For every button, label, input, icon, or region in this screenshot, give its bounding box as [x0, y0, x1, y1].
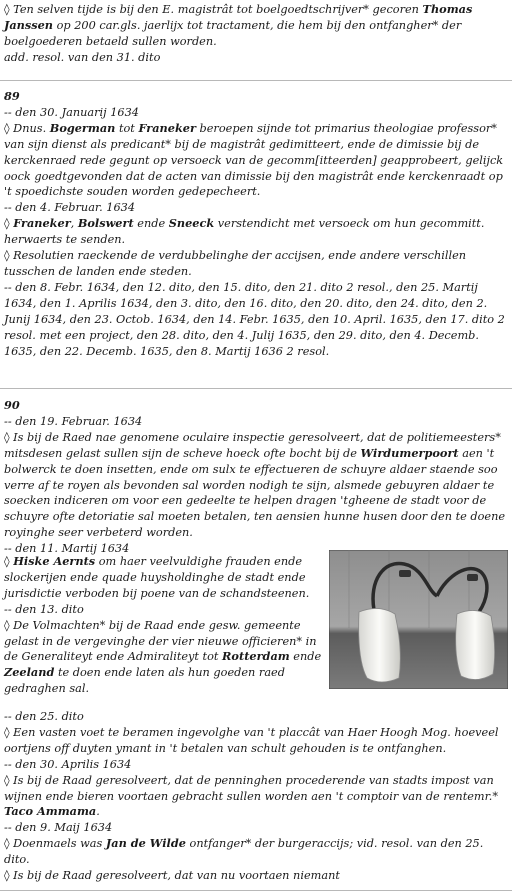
paragraph	[4, 430, 508, 541]
text: ◊ De Volmachten* bij de Raad ende gesw. gemeente gelast in de vergevinghe der vier nieuwe officieren* in de Generaliteyt ende Admiraliteyt tot	[4, 618, 317, 664]
text: aen 't bolwerck te doen insetten, ende om sulx te effectueren de schuyre aldaer staende soo verre af te royen als bevonden sal worden nodigh te sijn, alsmede gebuyren aldaer te soecken indiceren om voor een gedeelte te helpen dragen 'tgheene de stadt voor de schuyre ofte detoriatie sal moeten betalen, ten aensien hunne husen door den te doene royinghe seer verbeterd worden.	[4, 446, 506, 540]
text: ,	[70, 217, 78, 231]
place-name: Franeker	[13, 216, 71, 231]
date-line: -- den 9. Maij 1634	[4, 821, 113, 835]
paragraph	[4, 121, 508, 201]
entry-90	[4, 398, 508, 557]
person-name: Thomas Janssen	[4, 2, 473, 32]
text: tot	[115, 121, 139, 135]
date-line: -- den 30. Aprilis 1634	[4, 757, 132, 771]
text: ende	[133, 217, 169, 231]
person-name: Taco Ammama	[4, 804, 97, 819]
paragraph	[4, 836, 508, 868]
date-line: -- den 19. Februar. 1634	[4, 414, 143, 428]
person-name: Jan de Wilde	[105, 836, 186, 851]
paragraph: ◊ Resolutien raeckende de verdubbelinghe der accijsen, ende andere verschillen tusschen de landen ende steden.	[4, 249, 467, 278]
text: beroepen sijnde tot primarius theologiae professor* van sijn dienst als predicant* bij de magistrât gedimitteert, ende de dimissie bij de kerckenraed rede gegunt op versoeck van de gecomm[itteerden] geapprobeert, gelijck oock goedtgevonden dat de acten van dimissie bij den magistrât ende kerckenraadt op 't spoedichste souden worden gedepecheert.	[4, 121, 504, 199]
text: ◊ Doenmaels was	[4, 837, 106, 851]
text: .	[96, 805, 100, 819]
person-name: Bogerman	[49, 120, 116, 135]
date-line: -- den 25. dito	[4, 710, 84, 723]
place-name: Sneeck	[168, 216, 215, 231]
entry-90-wrapped	[4, 554, 322, 697]
date-list: -- den 8. Febr. 1634, den 12. dito, den 15. dito, den 21. dito 2 resol., den 25. Martij 1634, den 1. Aprilis 1634, den 3. dito, den 16. dito, den 20. dito, den 24. dito, den 2. Junij 1634, den 23. Octob. 1634, den 14. Febr. 1635, den 10. April. 1635, den 17. dito 2 resol. met een project, den 28. dito, den 4. Julij 1635, den 29. dito, den 4. Decemb. 1635, den 22. Decemb. 1635, den 8. Martij 1636 2 resol.	[4, 280, 505, 358]
paragraph: ◊ Franeker, Bolswert ende Sneeck verstendicht met versoeck om hun gecommitt. herwaerts te senden.	[4, 216, 485, 247]
intro-entry	[4, 2, 508, 66]
place-name: Zeeland	[4, 665, 55, 680]
entry-90-continued	[4, 709, 508, 884]
paragraph	[4, 773, 508, 821]
divider	[0, 80, 512, 81]
place-name: Bolswert	[77, 216, 134, 231]
resolution-note: add. resol. van den 31. dito	[4, 50, 161, 64]
entry-number: 90	[4, 398, 20, 412]
text: ◊ Dnus.	[4, 121, 50, 135]
text: verstendicht met versoeck om hun gecommitt. herwaerts te senden.	[4, 217, 485, 247]
paragraph	[4, 554, 322, 602]
paragraph: ◊ Een vasten voet te beramen ingevolghe van 't placcât van Haer Hoogh Mog. hoeveel oortjens off duyten ymant in 't betalen van schult gehouden is te ontfanghen.	[4, 725, 499, 755]
person-name: Hiske Aernts	[13, 554, 96, 568]
text: ◊	[4, 555, 14, 568]
entry-number: 89	[4, 89, 20, 103]
date-line: -- den 30. Januarij 1634	[4, 105, 139, 119]
place-name: Franeker	[138, 120, 196, 135]
text: ende	[289, 650, 322, 664]
date-line: -- den 4. Februar. 1634	[4, 201, 136, 215]
text: ◊ Is bij de Raed nae genomene oculaire inspectie geresolveert, dat de politiemeesters* mitsdesen gelast sullen sijn de scheve hoeck ofte bocht bij de	[4, 430, 501, 460]
text: ontfanger* der burgeraccijs; vid. resol. van den 25. dito.	[4, 837, 484, 867]
paragraph	[4, 618, 322, 698]
divider	[0, 890, 512, 891]
text: te doen ende laten als hun goeden raed gedraghen sal.	[4, 666, 285, 696]
text: ◊ Ten selven tijde is bij den E. magistrât tot boelgoedtschrijver* gecoren	[4, 3, 423, 16]
paragraph: ◊ Is bij de Raad geresolveert, dat van nu voortaen niemant	[4, 869, 340, 883]
date-line: -- den 13. dito	[4, 602, 84, 616]
date-line: -- den 11. Martij 1634	[4, 542, 130, 556]
divider	[0, 388, 512, 389]
shackles-photo	[329, 550, 508, 689]
intro-paragraph	[4, 2, 508, 50]
place-name: Wirdumerpoort	[360, 445, 459, 460]
entry-89	[4, 89, 508, 359]
text: op 200 car.gls. jaerlijx tot tractament, die hem bij den ontfangher* der boelgoederen betaeld sullen worden.	[4, 18, 462, 48]
text: om haer veelvuldighe frauden ende slockerijen ende quade huysholdinghe de stadt ende jurisdictie verboden bij poene van de schandsteenen.	[4, 555, 310, 600]
text: ◊ Is bij de Raad geresolveert, dat de penninghen procederende van stadts impost van wijnen ende bieren voortaen gebracht sullen worden aen 't comptoir van de rentemr.*	[4, 773, 499, 803]
place-name: Rotterdam	[222, 649, 290, 664]
